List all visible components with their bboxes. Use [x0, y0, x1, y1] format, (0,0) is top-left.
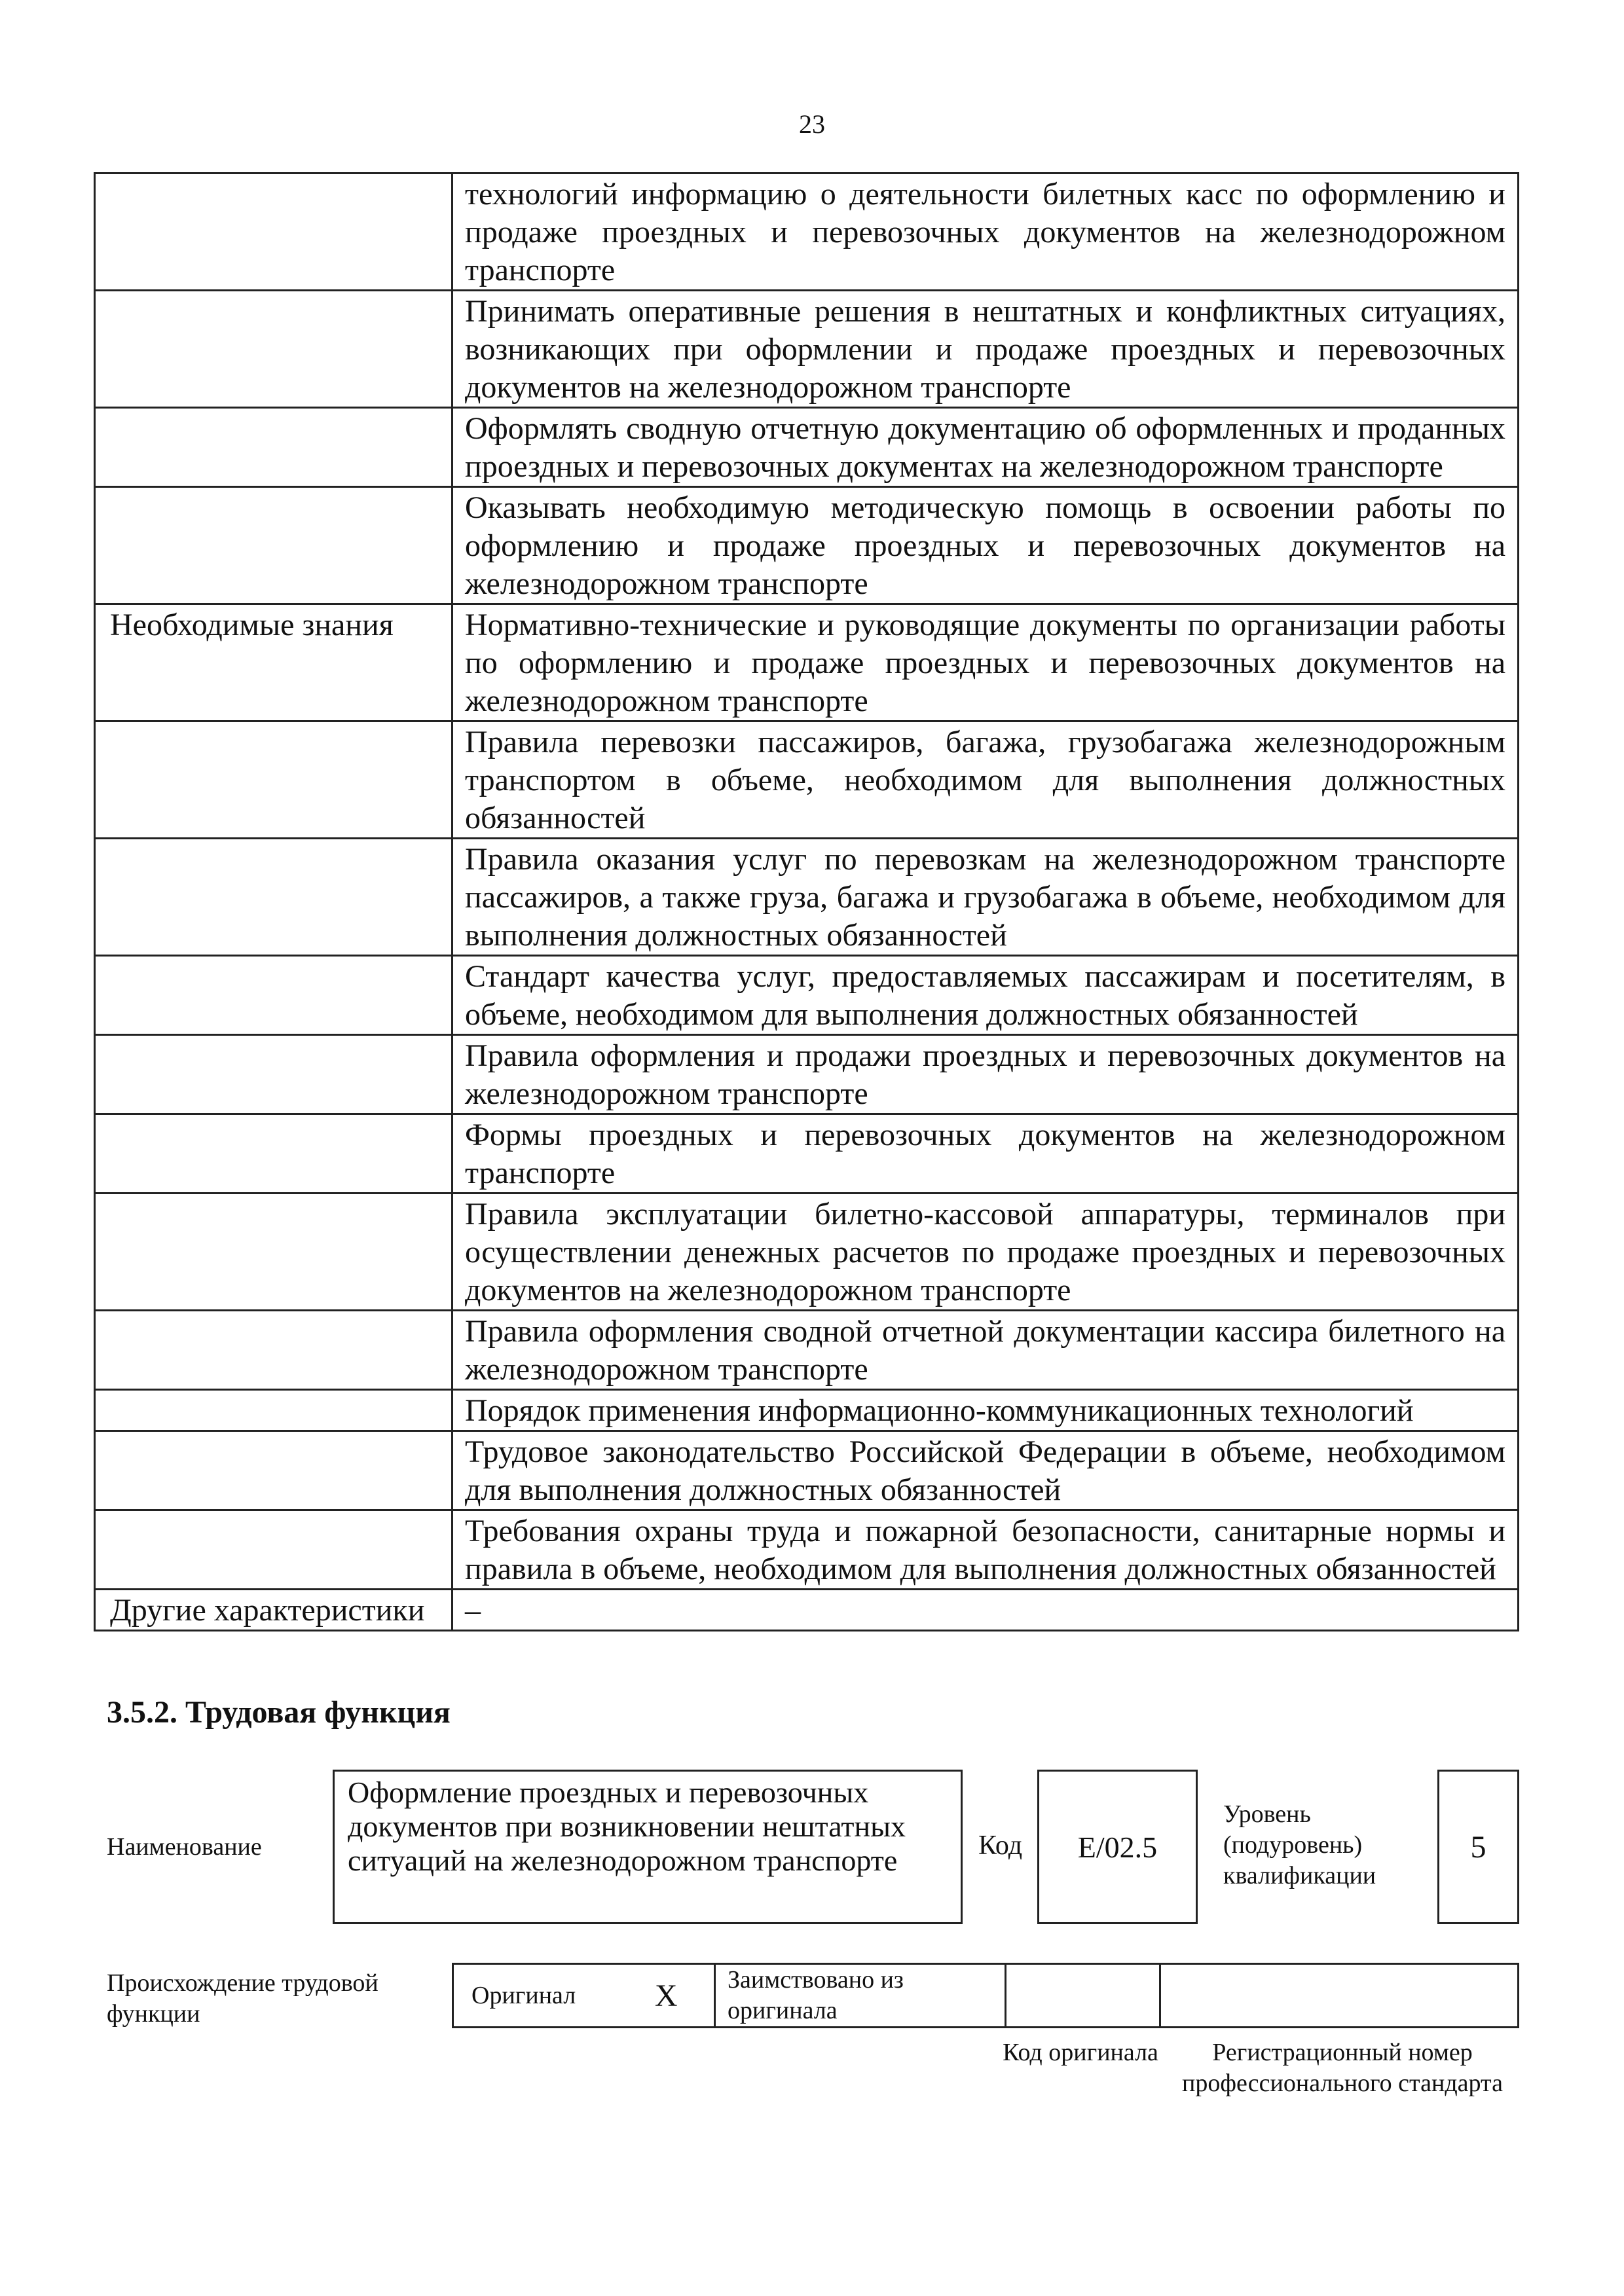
table-row [95, 1194, 1519, 1311]
row-label [95, 1114, 452, 1194]
row-text: Порядок применения информационно-коммуникационных технологий [452, 1390, 1519, 1431]
level-value-box: 5 [1437, 1770, 1519, 1924]
row-label [95, 839, 452, 956]
row-text: Формы проездных и перевозочных документов на железнодорожном транспорте [452, 1114, 1519, 1194]
table-row [95, 956, 1519, 1035]
row-label [95, 291, 452, 408]
row-text: Правила оформления и продажи проездных и перевозочных документов на железнодорожном транспорте [452, 1035, 1519, 1114]
code-label: Код [978, 1831, 1023, 1861]
table-row [95, 1510, 1519, 1590]
table-row [95, 1035, 1519, 1114]
row-label [95, 1194, 452, 1311]
row-label [95, 721, 452, 839]
table-row [95, 291, 1519, 408]
row-label [95, 1431, 452, 1510]
table-row [95, 1311, 1519, 1390]
row-label [95, 1390, 452, 1431]
row-label [95, 1510, 452, 1590]
row-label [95, 1311, 452, 1390]
row-text: Оформлять сводную отчетную документацию об оформленных и проданных проездных и перевозочных документах на железнодорожном транспорте [452, 408, 1519, 487]
row-label [95, 956, 452, 1035]
original-mark: X [619, 1964, 715, 2028]
row-text: Оказывать необходимую методическую помощь в освоении работы по оформлению и продаже проездных и перевозочных документов на железнодорожном транспорте [452, 487, 1519, 604]
level-label: Уровень (подуровень) квалификации [1223, 1800, 1376, 1889]
row-text: Правила эксплуатации билетно-кассовой аппаратуры, терминалов при осуществлении денежных расчетов по продаже проездных и перевозочных документов на железнодорожном транспорте [452, 1194, 1519, 1311]
row-text: технологий информацию о деятельности билетных касс по оформлению и продаже проездных и перевозочных документов на железнодорожном транспорте [452, 173, 1519, 291]
row-text: Нормативно-технические и руководящие документы по организации работы по оформлению и продаже проездных и перевозочных документов на железнодорожном транспорте [452, 604, 1519, 721]
row-label [95, 1035, 452, 1114]
row-label: Другие характеристики [95, 1590, 452, 1631]
original-code-caption: Код оригинала [1003, 2039, 1158, 2066]
row-label [95, 487, 452, 604]
table-row [95, 604, 1519, 721]
original-label: Оригинал [453, 1964, 619, 2028]
knowledge-table [94, 172, 1519, 1631]
registration-caption: Регистрационный номер профессионального стандарта [1182, 2039, 1503, 2097]
row-label: Необходимые знания [95, 604, 452, 721]
registration-number-cell [1160, 1964, 1519, 2028]
name-label: Наименование [107, 1833, 262, 1861]
table-row [95, 408, 1519, 487]
section-heading: 3.5.2. Трудовая функция [107, 1695, 451, 1730]
page-number: 23 [799, 109, 825, 139]
table-row [95, 173, 1519, 291]
table-row [95, 721, 1519, 839]
table-row [95, 1590, 1519, 1631]
table-row [95, 1390, 1519, 1431]
row-text: – [452, 1590, 1519, 1631]
row-text: Трудовое законодательство Российской Федерации в объеме, необходимом для выполнения должностных обязанностей [452, 1431, 1519, 1510]
table-row [95, 1431, 1519, 1510]
table-row [95, 839, 1519, 956]
row-text: Правила оформления сводной отчетной документации кассира билетного на железнодорожном транспорте [452, 1311, 1519, 1390]
row-text: Требования охраны труда и пожарной безопасности, санитарные нормы и правила в объеме, необходимом для выполнения должностных обязанностей [452, 1510, 1519, 1590]
row-text: Правила оказания услуг по перевозкам на железнодорожном транспорте пассажиров, а также груза, багажа и грузобагажа в объеме, необходимом для выполнения должностных обязанностей [452, 839, 1519, 956]
borrowed-label: Заимствовано из оригинала [715, 1964, 1006, 2028]
row-text: Правила перевозки пассажиров, багажа, грузобагажа железнодорожным транспортом в объеме, необходимом для выполнения должностных обязанностей [452, 721, 1519, 839]
row-label [95, 173, 452, 291]
function-name-box: Оформление проездных и перевозочных документов при возникновении нештатных ситуаций на железнодорожном транспорте [333, 1770, 963, 1924]
row-label [95, 408, 452, 487]
origin-table [452, 1963, 1519, 2028]
table-row [95, 487, 1519, 604]
origin-label: Происхождение трудовой функции [107, 1969, 378, 2028]
original-code-cell [1006, 1964, 1160, 2028]
row-text: Стандарт качества услуг, предоставляемых пассажирам и посетителям, в объеме, необходимом для выполнения должностных обязанностей [452, 956, 1519, 1035]
table-row [95, 1114, 1519, 1194]
code-value-box: E/02.5 [1037, 1770, 1198, 1924]
row-text: Принимать оперативные решения в нештатных и конфликтных ситуациях, возникающих при оформлении и продаже проездных и перевозочных документов на железнодорожном транспорте [452, 291, 1519, 408]
